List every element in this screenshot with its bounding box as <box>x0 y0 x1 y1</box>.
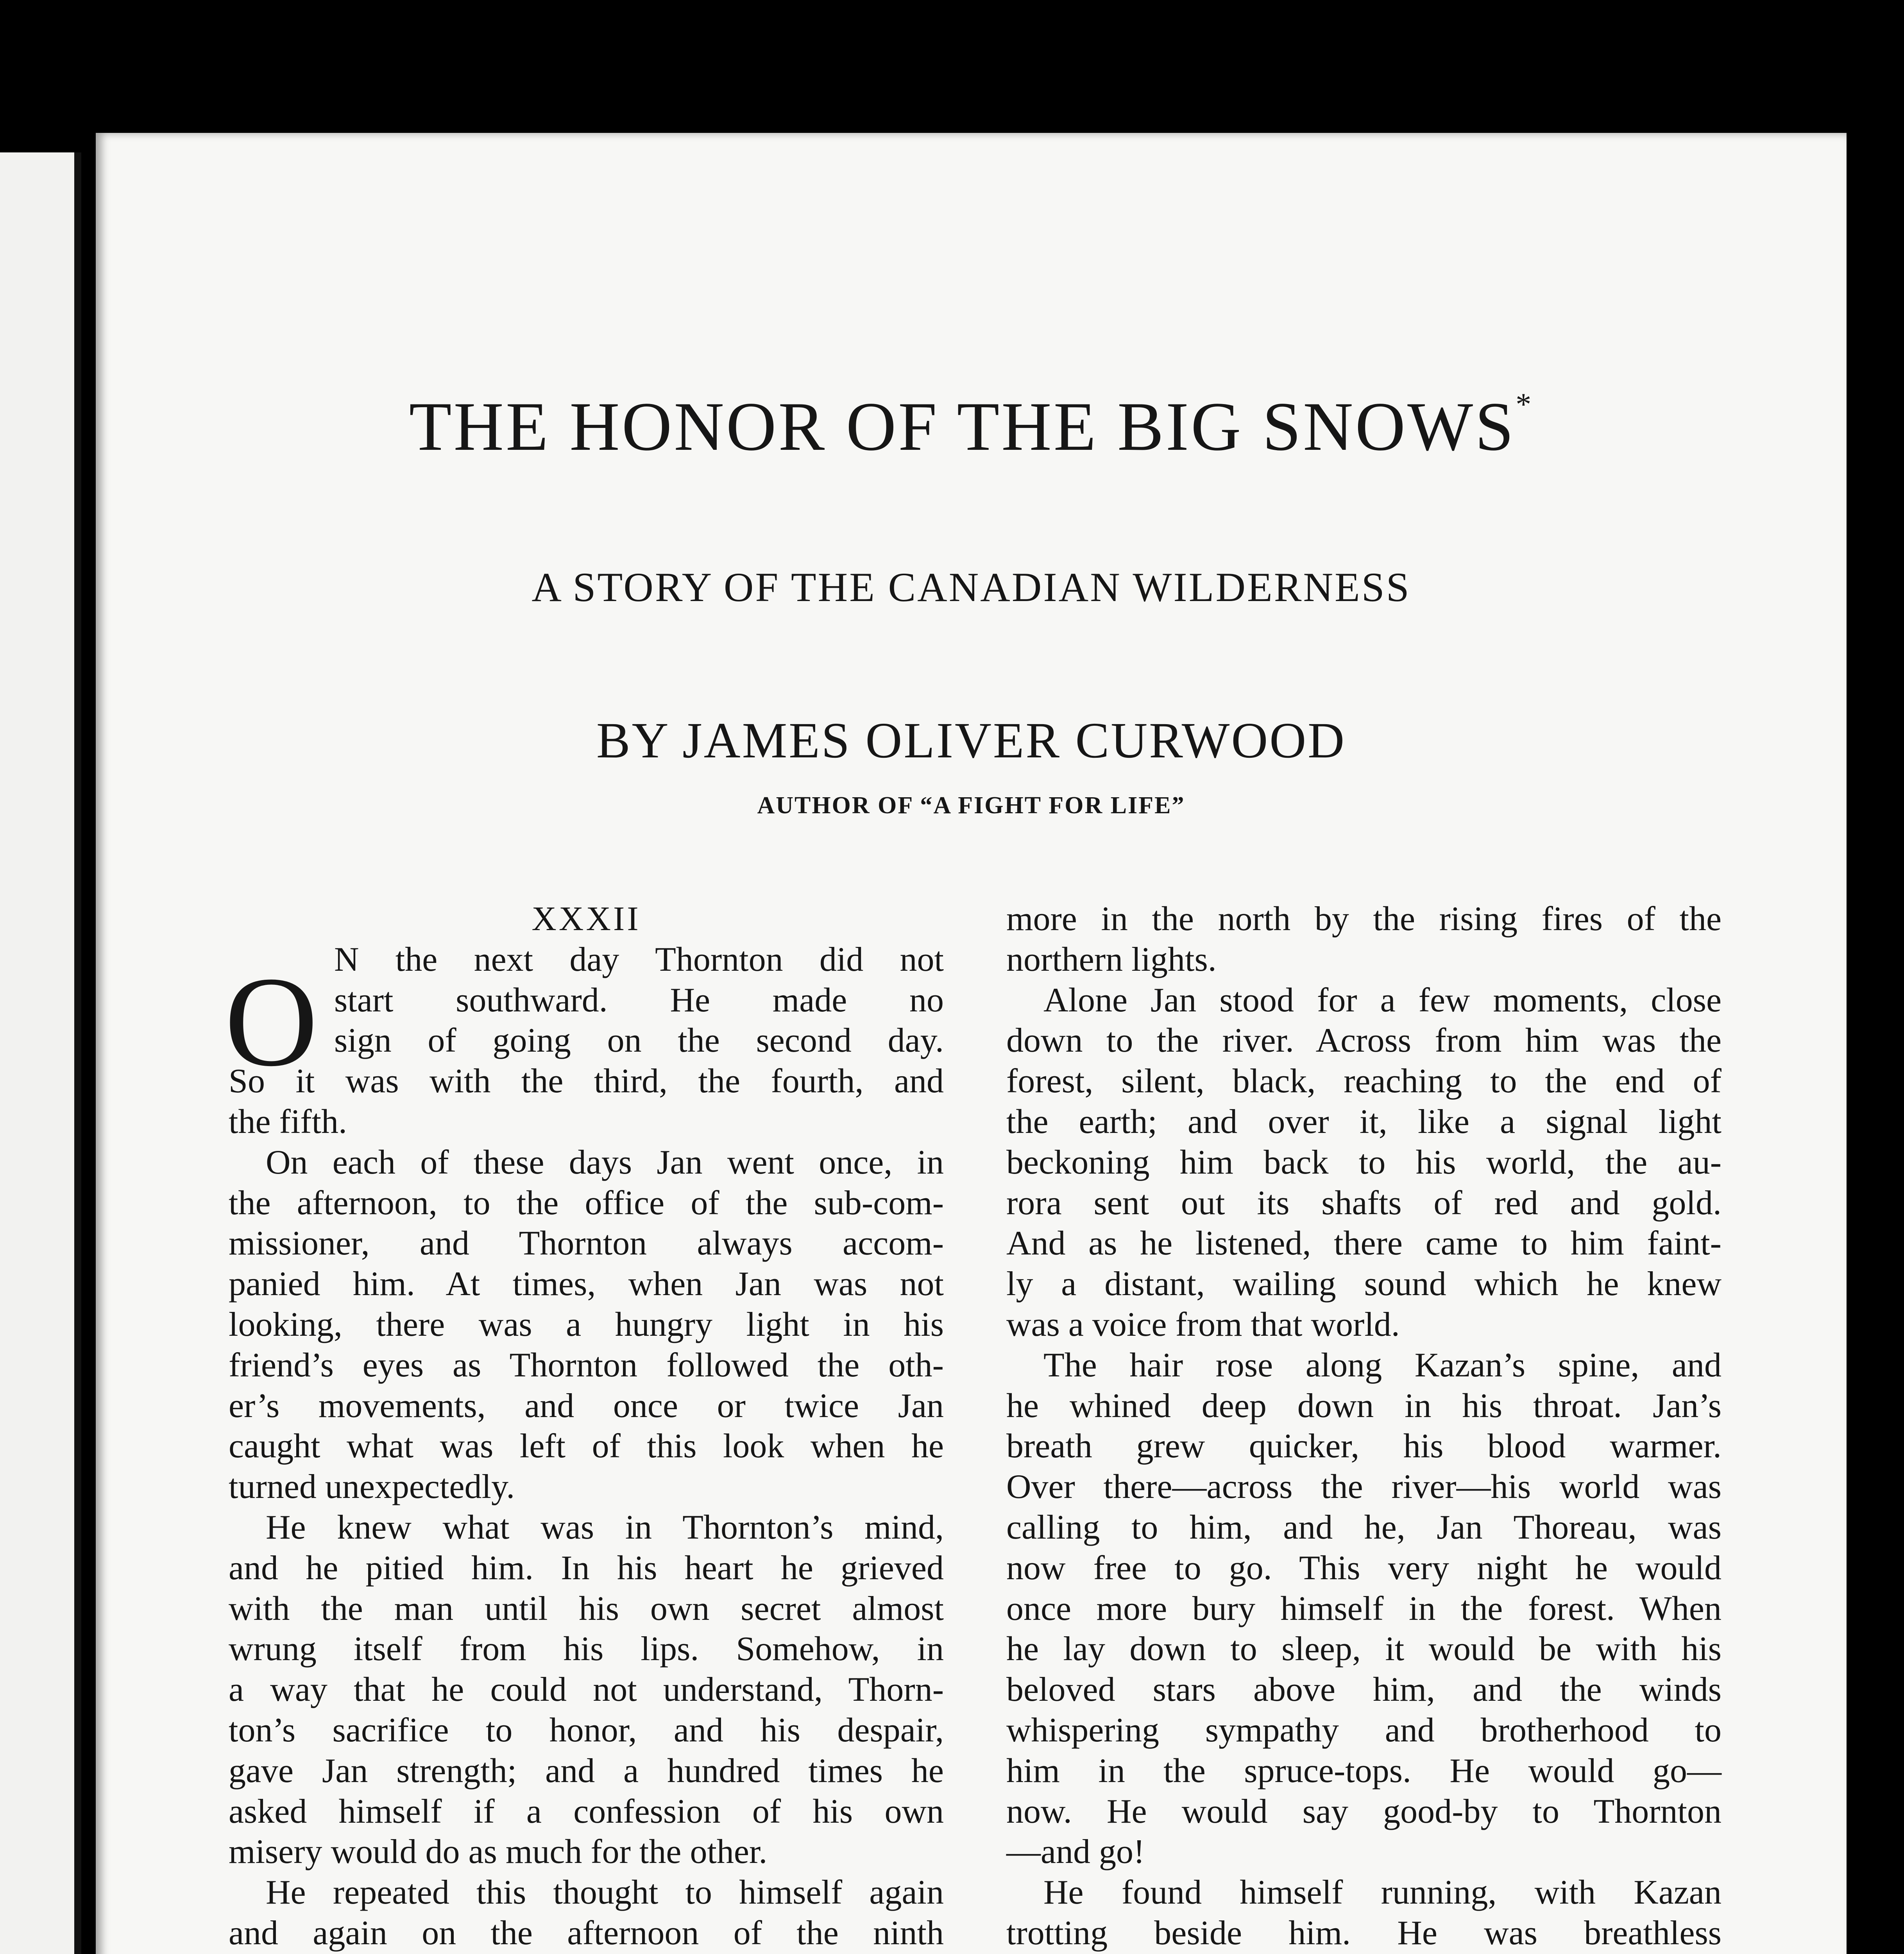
story-title-text: THE HONOR OF THE BIG SNOWS <box>409 388 1516 465</box>
text-line: caught what was left of this look when he <box>229 1427 944 1466</box>
text-line: the earth; and over it, like a signal light <box>1006 1102 1721 1141</box>
text-line: whispering sympathy and brotherhood to <box>1006 1711 1721 1749</box>
text-line: Alone Jan stood for a few moments, close <box>1043 981 1721 1019</box>
text-line: beckoning him back to his world, the au- <box>1006 1143 1721 1181</box>
magazine-page <box>96 133 1847 1954</box>
text-line: He found himself running, with Kazan <box>1043 1873 1721 1912</box>
author-byline: BY JAMES OLIVER CURWOOD <box>596 712 1346 769</box>
text-line: he whined deep down in his throat. Jan’s <box>1006 1387 1721 1425</box>
text-line: breath grew quicker, his blood warmer. <box>1006 1427 1721 1466</box>
text-line: missioner, and Thornton always accom- <box>229 1224 944 1263</box>
text-line: and again on the afternoon of the ninth <box>229 1914 944 1952</box>
text-line: sign of going on the second day. <box>334 1022 944 1060</box>
text-line: misery would do as much for the other. <box>229 1833 768 1871</box>
text-line: panied him. At times, when Jan was not <box>229 1265 944 1303</box>
text-line: beloved stars above him, and the winds <box>1006 1671 1721 1709</box>
text-line: was a voice from that world. <box>1006 1305 1400 1344</box>
text-line: On each of these days Jan went once, in <box>266 1143 944 1181</box>
text-line: —and go! <box>1006 1833 1145 1871</box>
text-line: forest, silent, black, reaching to the end of <box>1006 1062 1721 1100</box>
author-credit: AUTHOR OF “A FIGHT FOR LIFE” <box>757 792 1185 819</box>
right-column <box>1006 899 1721 1954</box>
text-line: Over there—across the river—his world was <box>1006 1468 1721 1506</box>
text-line: calling to him, and he, Jan Thoreau, was <box>1006 1508 1721 1546</box>
text-line: he lay down to sleep, it would be with his <box>1006 1630 1721 1668</box>
text-line: the fifth. <box>229 1102 347 1141</box>
drop-cap-letter: O <box>225 950 318 1093</box>
text-line: down to the river. Across from him was the <box>1006 1022 1721 1060</box>
text-line: asked himself if a confession of his own <box>229 1792 944 1831</box>
text-line: him in the spruce-tops. He would go— <box>1006 1752 1721 1790</box>
text-line: ly a distant, wailing sound which he knew <box>1006 1265 1721 1303</box>
chapter-heading: XXXII <box>531 900 641 938</box>
text-line: more in the north by the rising fires of the <box>1006 900 1721 938</box>
text-line: gave Jan strength; and a hundred times he <box>229 1752 944 1790</box>
text-line: trotting beside him. He was breathless <box>1006 1914 1721 1952</box>
text-line: N the next day Thornton did not <box>334 940 944 979</box>
text-line: now free to go. This very night he would <box>1006 1549 1721 1587</box>
title-footnote-marker: * <box>1516 387 1534 422</box>
text-line: rora sent out its shafts of red and gold. <box>1006 1184 1721 1222</box>
text-line: ton’s sacrifice to honor, and his despair, <box>229 1711 944 1749</box>
text-line: And as he listened, there came to him faint- <box>1006 1224 1721 1263</box>
story-subtitle: A STORY OF THE CANADIAN WILDERNESS <box>531 564 1411 610</box>
text-line: with the man until his own secret almost <box>229 1589 944 1628</box>
text-line: er’s movements, and once or twice Jan <box>229 1387 944 1425</box>
text-line: and he pitied him. In his heart he grieved <box>229 1549 944 1587</box>
facing-page-edge <box>0 152 81 1954</box>
text-line: now. He would say good-by to Thornton <box>1006 1792 1721 1831</box>
text-line: northern lights. <box>1006 940 1217 979</box>
text-line: He knew what was in Thornton’s mind, <box>266 1508 944 1546</box>
text-line: So it was with the third, the fourth, and <box>229 1062 944 1100</box>
text-line: once more bury himself in the forest. When <box>1006 1589 1721 1628</box>
text-line: a way that he could not understand, Thorn- <box>229 1671 944 1709</box>
text-line: The hair rose along Kazan’s spine, and <box>1043 1346 1721 1384</box>
text-line: the afternoon, to the office of the sub-com- <box>229 1184 944 1222</box>
text-line: looking, there was a hungry light in his <box>229 1305 944 1344</box>
text-line: turned unexpectedly. <box>229 1468 515 1506</box>
left-column <box>225 899 944 1954</box>
text-line: start southward. He made no <box>334 981 944 1019</box>
story-title <box>96 387 1847 465</box>
text-line: wrung itself from his lips. Somehow, in <box>229 1630 944 1668</box>
text-line: He repeated this thought to himself again <box>266 1873 944 1912</box>
text-line: friend’s eyes as Thornton followed the oth- <box>229 1346 944 1384</box>
